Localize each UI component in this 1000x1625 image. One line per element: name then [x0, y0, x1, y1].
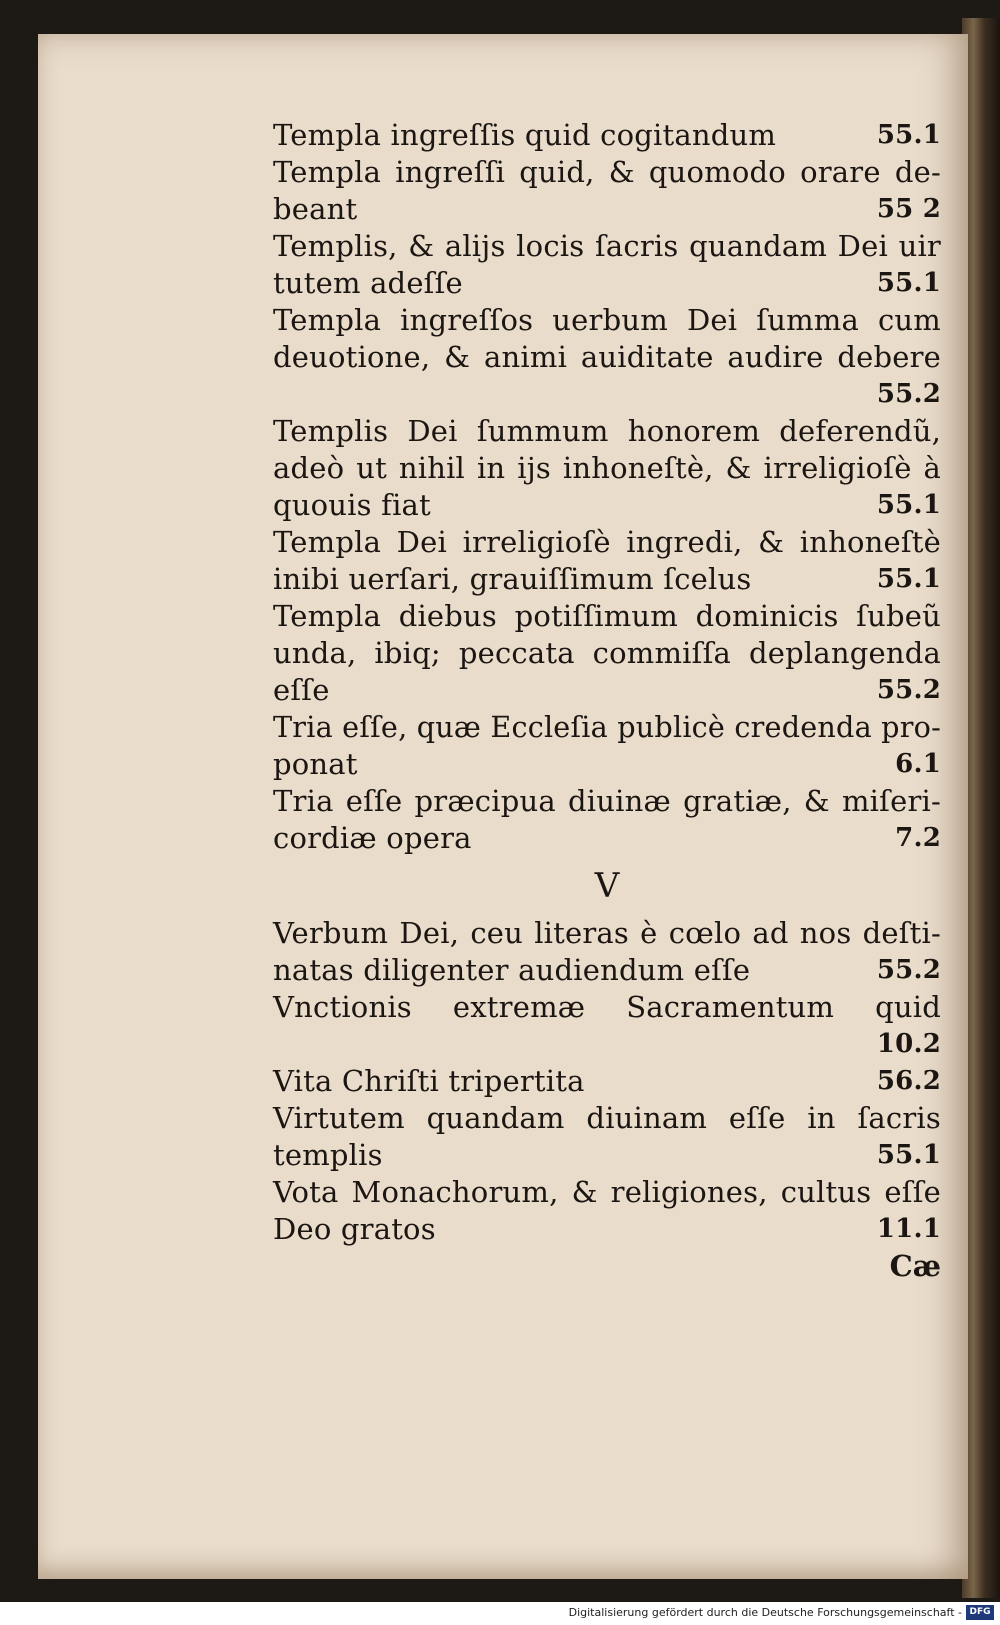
index-entry-line — [273, 524, 941, 561]
index-entry-line — [273, 746, 941, 783]
entry-text: Virtutem quandam diuinam eſſe in ſacris — [273, 1101, 941, 1135]
index-entry-line — [273, 376, 941, 413]
entry-text: adeò ut nihil in ijs inhoneſtè, & irreligioſè à — [273, 451, 941, 485]
index-entry-line — [273, 117, 941, 154]
entry-text: templis — [273, 1138, 383, 1172]
index-entry-line — [273, 1100, 941, 1137]
page-reference: 55 2 — [876, 194, 941, 224]
index-entry-line — [273, 820, 941, 857]
page-reference: 55.1 — [876, 490, 941, 520]
index-entry-line — [273, 339, 941, 376]
index-entry-line — [273, 265, 941, 302]
entry-text: eſſe — [273, 673, 330, 707]
index-entry-line — [273, 635, 941, 672]
index-entry-line — [273, 709, 941, 746]
page-reference: 55.1 — [876, 564, 941, 594]
footer-credit: Digitalisierung gefördert durch die Deutsche Forschungsgemeinschaft - — [568, 1606, 962, 1619]
index-entry-line — [273, 154, 941, 191]
index-entry-line — [273, 1174, 941, 1211]
entry-text: Templa Dei irreligioſè ingredi, & inhoneſtè — [273, 525, 941, 559]
index-entry-line — [273, 561, 941, 598]
index-entry-line — [273, 191, 941, 228]
entry-text: Tria eſſe præcipua diuinæ gratiæ, & miſeri- — [273, 784, 941, 818]
entry-text: Templis, & alijs locis ſacris quandam Dei uir — [273, 229, 941, 263]
index-section-v — [273, 915, 941, 1248]
page-reference: 11.1 — [876, 1214, 941, 1244]
index-entry — [273, 524, 941, 598]
index-entry-line — [273, 915, 941, 952]
entry-text: Vota Monachorum, & religiones, cultus eſſe — [273, 1175, 941, 1209]
page-reference: 10.2 — [876, 1029, 941, 1059]
index-entry — [273, 598, 941, 709]
entry-text: quouis fiat — [273, 488, 431, 522]
book-page — [38, 34, 968, 1579]
entry-text: beant — [273, 192, 358, 226]
index-entry-line — [273, 487, 941, 524]
index-entry — [273, 154, 941, 228]
index-entry — [273, 228, 941, 302]
entry-text: ponat — [273, 747, 358, 781]
index-entry-line — [273, 598, 941, 635]
entry-text: Vita Chriſti tripertita — [273, 1064, 585, 1098]
index-entry-line — [273, 1211, 941, 1248]
page-reference: 55.2 — [876, 675, 941, 705]
index-entry-line — [273, 1063, 941, 1100]
index-entry — [273, 783, 941, 857]
index-entry-line — [273, 302, 941, 339]
entry-text: Tria eſſe, quæ Eccleſia publicè credenda pro- — [273, 710, 941, 744]
page-reference: 55.1 — [876, 1140, 941, 1170]
index-column — [273, 117, 941, 1285]
index-entry-line — [273, 783, 941, 820]
index-entry-line — [273, 1026, 941, 1063]
entry-text: Vnctionis extremæ Sacramentum quid — [273, 990, 941, 1024]
page-reference: 55.2 — [876, 955, 941, 985]
entry-text: tutem adeſſe — [273, 266, 463, 300]
entry-text: deuotione, & animi auiditate audire debere — [273, 340, 941, 374]
entry-text: unda, ibiq; peccata commiſſa deplangenda — [273, 636, 941, 670]
index-entry-line — [273, 450, 941, 487]
index-entry-line — [273, 1137, 941, 1174]
page-reference: 6.1 — [895, 749, 941, 779]
index-entry — [273, 1063, 941, 1100]
index-entry — [273, 117, 941, 154]
catchword: Cæ — [889, 1249, 941, 1283]
index-entry-line — [273, 228, 941, 265]
page-reference: 7.2 — [895, 823, 941, 853]
index-entry — [273, 1100, 941, 1174]
index-section-t — [273, 117, 941, 857]
index-entry — [273, 709, 941, 783]
section-letter: V — [594, 866, 620, 906]
index-entry — [273, 413, 941, 524]
entry-text: Templa diebus potiſſimum dominicis ſubeũ — [273, 599, 941, 633]
dfg-logo: DFG — [966, 1605, 994, 1620]
page-reference: 56.2 — [876, 1066, 941, 1096]
entry-text: Templa ingreſſos uerbum Dei ſumma cum — [273, 303, 941, 337]
entry-text: inibi uerſari, grauiſſimum ſcelus — [273, 562, 752, 596]
index-entry-line — [273, 413, 941, 450]
index-entry — [273, 915, 941, 989]
entry-text: Deo gratos — [273, 1212, 436, 1246]
footer-bar — [0, 1602, 1000, 1625]
index-entry — [273, 1174, 941, 1248]
index-entry — [273, 989, 941, 1063]
index-entry-line — [273, 672, 941, 709]
index-entry-line — [273, 989, 941, 1026]
entry-text: Templa ingreſſis quid cogitandum — [273, 118, 777, 152]
entry-text: cordiæ opera — [273, 821, 472, 855]
entry-text: natas diligenter audiendum eſſe — [273, 953, 751, 987]
index-entry — [273, 302, 941, 413]
index-entry-line — [273, 952, 941, 989]
page-reference: 55.1 — [876, 120, 941, 150]
entry-text: Templa ingreſſi quid, & quomodo orare de- — [273, 155, 941, 189]
entry-text: Verbum Dei, ceu literas è cœlo ad nos deſti- — [273, 916, 941, 950]
entry-text: Templis Dei ſummum honorem deferendũ, — [273, 414, 941, 448]
page-reference: 55.2 — [876, 379, 941, 409]
page-reference: 55.1 — [876, 268, 941, 298]
